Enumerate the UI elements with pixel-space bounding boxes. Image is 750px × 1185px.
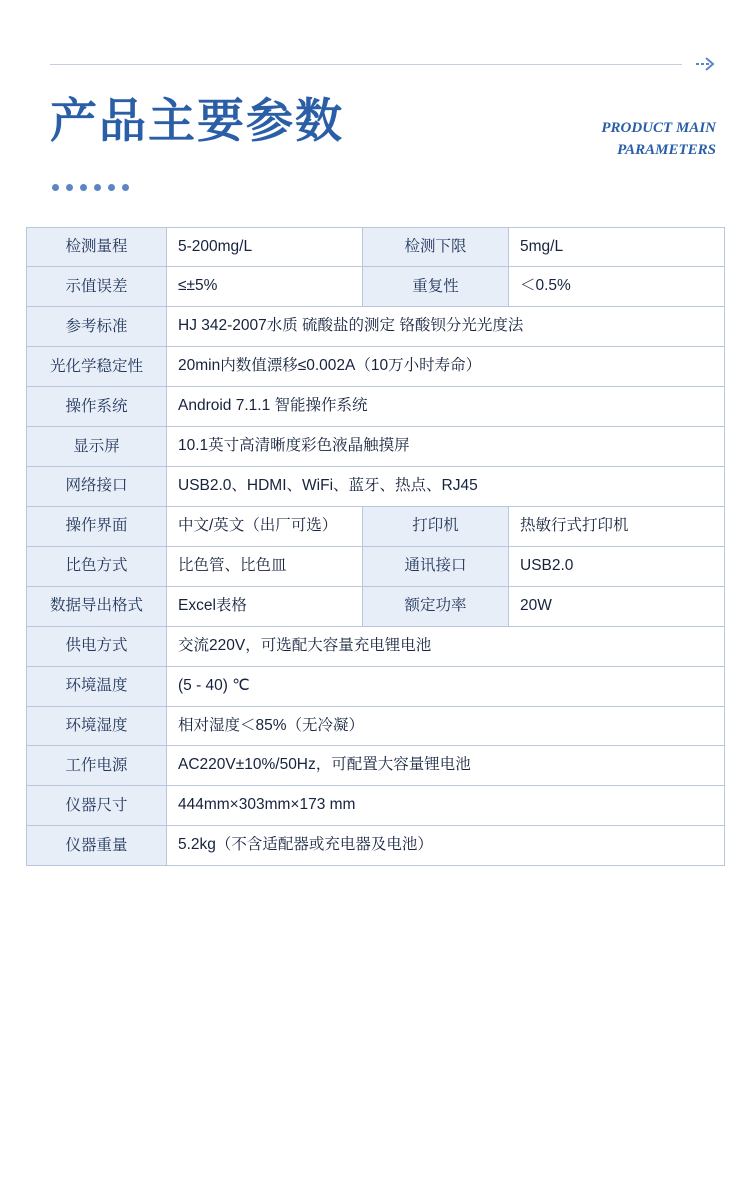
spec-label: 仪器重量 — [27, 826, 167, 866]
spec-label: 示值误差 — [27, 267, 167, 307]
table-row — [27, 826, 725, 866]
decorative-dots — [50, 184, 716, 191]
table-row — [27, 586, 725, 626]
spec-value: Android 7.1.1 智能操作系统 — [167, 387, 725, 427]
spec-value: 交流220V，可选配大容量充电锂电池 — [167, 626, 725, 666]
spec-value: 热敏行式打印机 — [509, 506, 725, 546]
spec-label: 环境湿度 — [27, 706, 167, 746]
spec-label: 通讯接口 — [363, 546, 509, 586]
spec-value: 比色管、比色皿 — [167, 546, 363, 586]
spec-label: 操作界面 — [27, 506, 167, 546]
dot — [66, 184, 73, 191]
arrow-right-icon — [694, 53, 716, 75]
spec-label: 工作电源 — [27, 746, 167, 786]
spec-label: 供电方式 — [27, 626, 167, 666]
spec-value: USB2.0 — [509, 546, 725, 586]
spec-value: Excel表格 — [167, 586, 363, 626]
table-row — [27, 786, 725, 826]
spec-label: 操作系统 — [27, 387, 167, 427]
dot — [80, 184, 87, 191]
spec-value: HJ 342-2007水质 硫酸盐的测定 铬酸钡分光光度法 — [167, 307, 725, 347]
spec-label: 重复性 — [363, 267, 509, 307]
dot — [94, 184, 101, 191]
table-row — [27, 267, 725, 307]
table-row — [27, 626, 725, 666]
spec-value: (5 - 40) ℃ — [167, 666, 725, 706]
spec-label: 网络接口 — [27, 467, 167, 507]
table-row — [27, 227, 725, 267]
spec-label: 环境温度 — [27, 666, 167, 706]
spec-label: 参考标准 — [27, 307, 167, 347]
page-title: 产品主要参数 — [50, 96, 344, 148]
spec-label: 额定功率 — [363, 586, 509, 626]
spec-table — [26, 227, 725, 867]
dot — [108, 184, 115, 191]
header-divider — [50, 64, 682, 65]
spec-value: 中文/英文（出厂可选） — [167, 506, 363, 546]
spec-value: 5mg/L — [509, 227, 725, 267]
spec-label: 仪器尺寸 — [27, 786, 167, 826]
title-row — [50, 96, 716, 162]
table-row — [27, 347, 725, 387]
table-row — [27, 666, 725, 706]
page-header — [0, 0, 750, 191]
spec-value: 5-200mg/L — [167, 227, 363, 267]
spec-value: AC220V±10%/50Hz，可配置大容量锂电池 — [167, 746, 725, 786]
spec-value: ≤±5% — [167, 267, 363, 307]
table-row — [27, 387, 725, 427]
spec-label: 显示屏 — [27, 427, 167, 467]
spec-label: 数据导出格式 — [27, 586, 167, 626]
spec-value: USB2.0、HDMI、WiFi、蓝牙、热点、RJ45 — [167, 467, 725, 507]
table-row — [27, 427, 725, 467]
spec-label: 打印机 — [363, 506, 509, 546]
spec-label: 检测量程 — [27, 227, 167, 267]
header-rule-row — [50, 52, 716, 76]
spec-label: 检测下限 — [363, 227, 509, 267]
spec-label: 光化学稳定性 — [27, 347, 167, 387]
spec-value: ＜0.5% — [509, 267, 725, 307]
dot — [52, 184, 59, 191]
spec-value: 444mm×303mm×173 mm — [167, 786, 725, 826]
spec-value: 10.1英寸高清晰度彩色液晶触摸屏 — [167, 427, 725, 467]
table-row — [27, 546, 725, 586]
table-row — [27, 746, 725, 786]
table-row — [27, 307, 725, 347]
spec-label: 比色方式 — [27, 546, 167, 586]
spec-value: 20W — [509, 586, 725, 626]
dot — [122, 184, 129, 191]
spec-table-wrapper — [26, 227, 724, 867]
spec-value: 5.2kg（不含适配器或充电器及电池） — [167, 826, 725, 866]
table-row — [27, 467, 725, 507]
page-title-english-line2: PARAMETERS — [617, 141, 716, 158]
spec-value: 相对湿度＜85%（无冷凝） — [167, 706, 725, 746]
page-title-english — [601, 96, 716, 162]
spec-value: 20min内数值漂移≤0.002A（10万小时寿命） — [167, 347, 725, 387]
page-title-english-line1: PRODUCT MAIN — [601, 120, 716, 136]
table-row — [27, 506, 725, 546]
table-row — [27, 706, 725, 746]
